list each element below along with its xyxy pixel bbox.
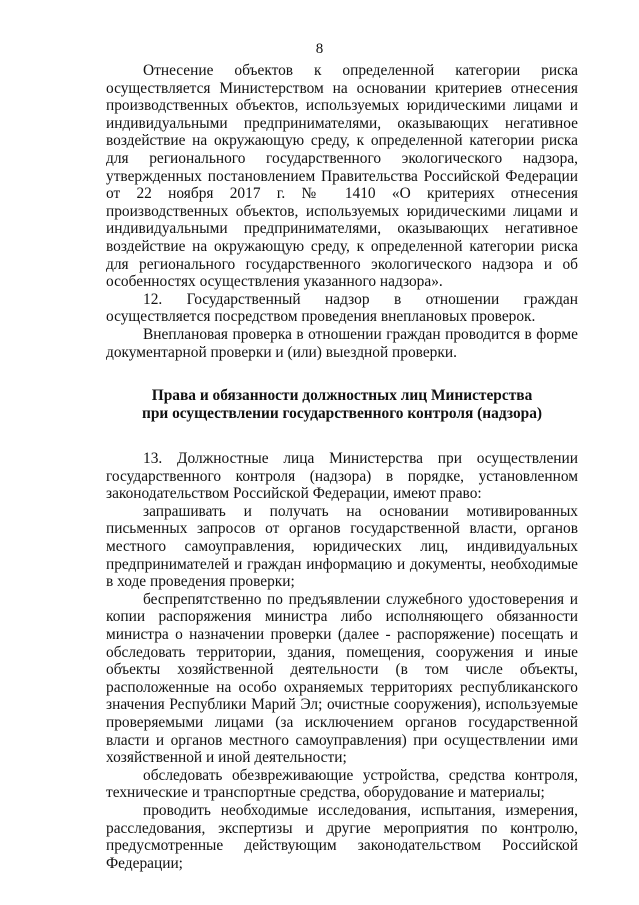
document-body xyxy=(106,62,578,872)
paragraph-inspect-devices: обследовать обезвреживающие устройства, средства контроля, технические и транспортные средства, оборудование и материалы; xyxy=(106,766,578,802)
spacer xyxy=(106,361,578,387)
page-number: 8 xyxy=(315,41,324,57)
paragraph-visit-territories: беспрепятственно по предъявлении служебного удостоверения и копии распоряжения министра либо исполняющего обязанности министра о назначении проверки (далее - распоряжение) посещать и обследовать территории, здания, помещения, сооружения и иные объекты хозяйственной деятельности (в том числе объекты, расположенные на особо охраняемых территориях республиканского значения Республики Марий Эл; очистные сооружения), используемые проверяемыми лицами (за исключением органов государственной власти и органов местного самоуправления) при осуществлении ими хозяйственной и иной деятельности; xyxy=(106,590,578,767)
paragraph-conduct-research: проводить необходимые исследования, испытания, измерения, расследования, экспертизы и другие мероприятия по контролю, предусмотренные действующим законодательством Российской Федерации; xyxy=(106,801,578,872)
spacer xyxy=(106,423,578,450)
section-heading xyxy=(106,387,578,423)
paragraph-request-information: запрашивать и получать на основании мотивированных письменных запросов от органов государственной власти, органов местного самоуправления, юридических лиц, индивидуальных предпринимателей и граждан информацию и документы, необходимые в ходе проведения проверки; xyxy=(106,502,578,591)
section-heading-line-2: при осуществлении государственного контроля (надзора) xyxy=(141,405,543,423)
paragraph-unscheduled-inspection: Внеплановая проверка в отношении граждан проводится в форме документарной проверки и (или) выездной проверки. xyxy=(106,325,578,361)
paragraph-12: 12. Государственный надзор в отношении граждан осуществляется посредством проведения внеплановых проверок. xyxy=(106,290,578,326)
paragraph-risk-category: Отнесение объектов к определенной категории риска осуществляется Министерством на основании критериев отнесения производственных объектов, используемых юридическими лицами и индивидуальными предпринимателями, оказывающих негативное воздействие на окружающую среду, к определенной категории риска для регионального государственного экологического надзора, утвержденных постановлением Правительства Российской Федерации от 22 ноября 2017 г. № 1410 «О критериях отнесения производственных объектов, используемых юридическими лицами и индивидуальными предпринимателями, оказывающих негативное воздействие на окружающую среду, к определенной категории риска для регионального государственного экологического надзора и об особенностях осуществления указанного надзора». xyxy=(106,62,578,291)
section-heading-line-1: Права и обязанности должностных лиц Министерства xyxy=(151,387,533,405)
paragraph-13: 13. Должностные лица Министерства при осуществлении государственного контроля (надзора) в порядке, установленном законодательством Российской Федерации, имеют право: xyxy=(106,450,578,503)
